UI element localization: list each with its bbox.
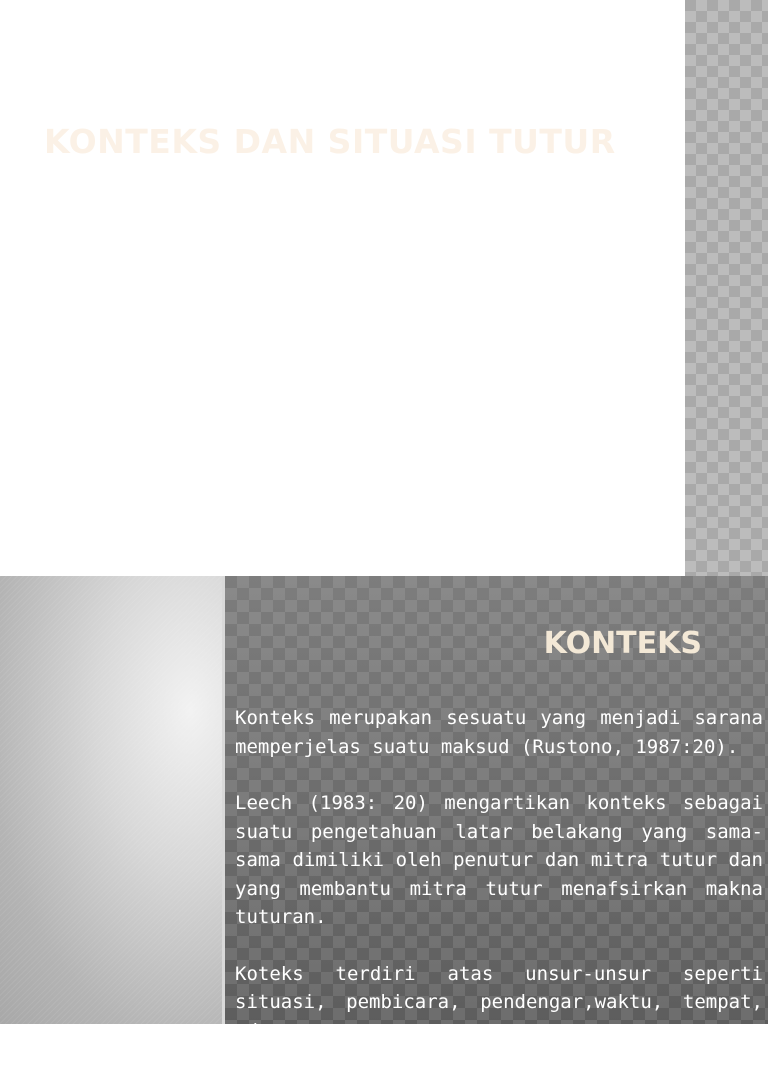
decorative-pattern-stripe <box>685 0 768 576</box>
paragraph-koteks: Koteks terdiri atas unsur-unsur seperti situasi, pembicara, pendengar,waktu, tempat, adegan, <box>235 962 763 1042</box>
decorative-gradient-panel <box>0 576 224 1024</box>
content-slide <box>0 576 768 1042</box>
paragraph-definition: Konteks merupakan sesuatu yang menjadi sarana memperjelas suatu maksud (Rustono, 1987:20). <box>235 707 763 758</box>
slide-heading: KONTEKS <box>543 626 702 661</box>
slide-title: KONTEKS DAN SITUASI TUTUR <box>44 122 616 161</box>
paragraph-leech: Leech (1983: 20) mengartikan konteks sebagai suatu pengetahuan latar belakang yang sama-sama dimiliki oleh penutur dan mitra tutur dan yang membantu mitra tutur menafsirkan makna tuturan. <box>235 792 763 928</box>
slide-body <box>235 704 763 1073</box>
